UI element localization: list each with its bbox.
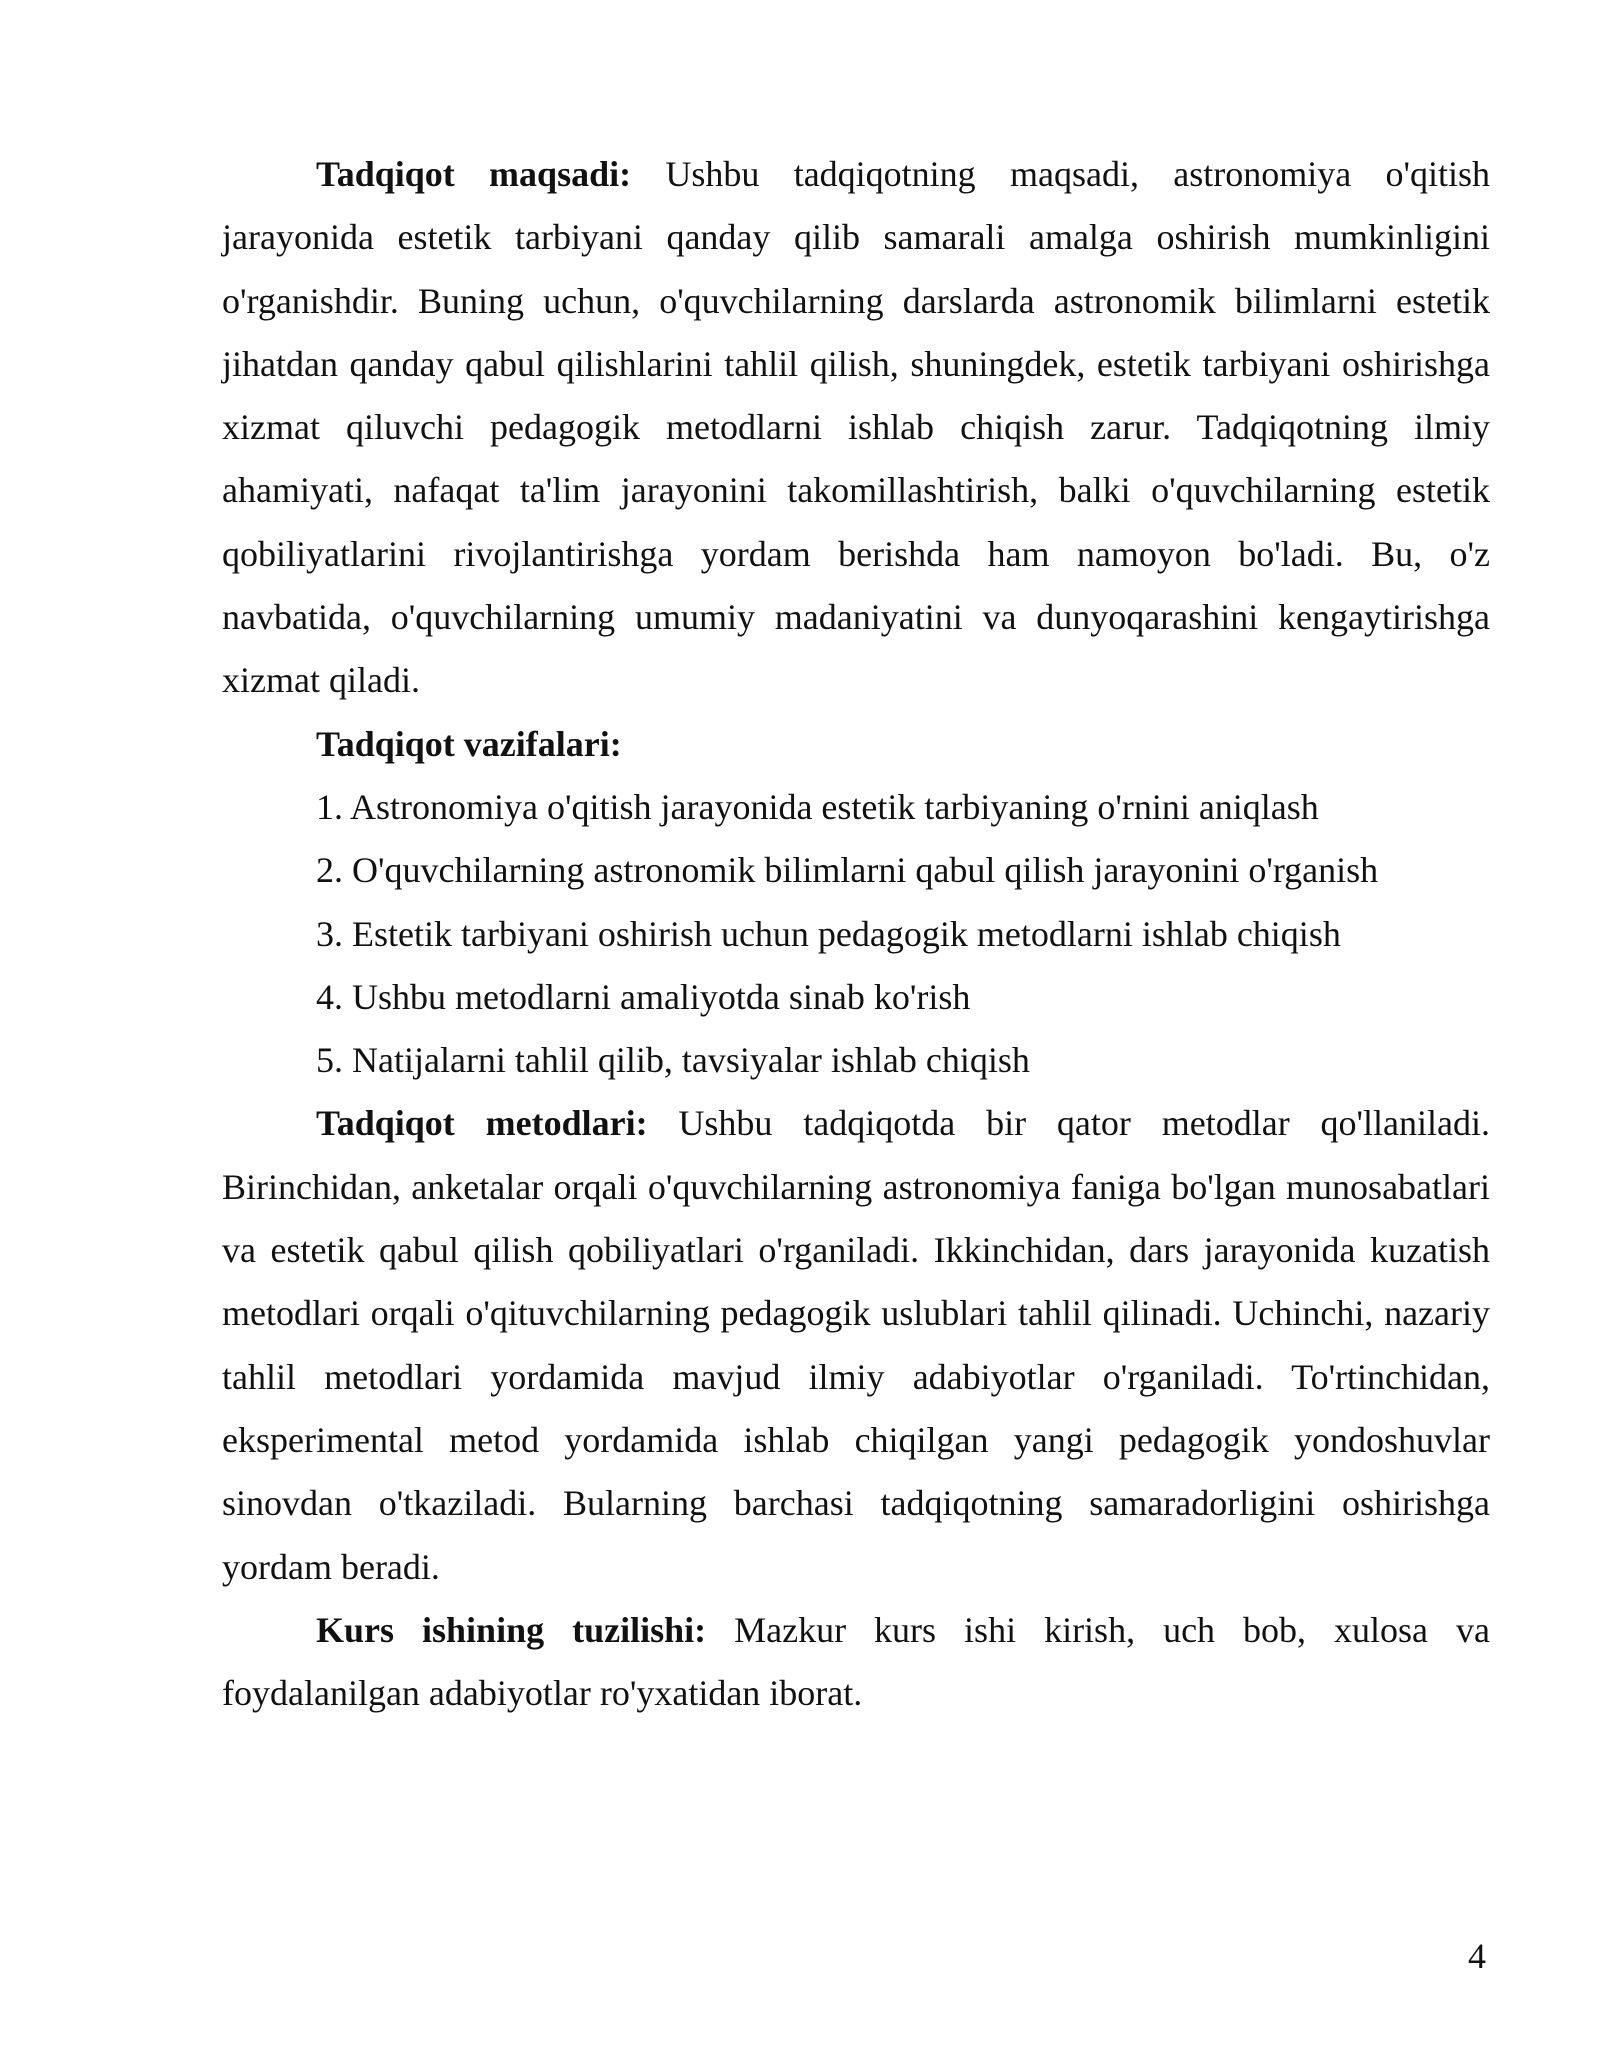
page-number: 4 <box>1468 1936 1486 1976</box>
paragraph-research-methods <box>222 1092 1490 1598</box>
research-goal-text: Ushbu tadqiqotning maqsadi, astronomiya o'qitish jarayonida estetik tarbiyani qanday qilib samarali amalga oshirish mumkinligini o'rganishdir. Buning uchun, o'quvchilarning darslarda astronomik bilimlarni estetik jihatdan qanday qabul qilishlarini tahlil qilish, shuningdek, estetik tarbiyani oshirishga xizmat qiluvchi pedagogik metodlarni ishlab chiqish zarur. Tadqiqotning ilmiy ahamiyati, nafaqat ta'lim jarayonini takomillashtirish, balki o'quvchilarning estetik qobiliyatlarini rivojlantirishga yordam berishda ham namoyon bo'ladi. Bu, o'z navbatida, o'quvchilarning umumiy madaniyatini va dunyoqarashini kengaytirishga xizmat qiladi. <box>222 154 1490 701</box>
list-item: 3. Estetik tarbiyani oshirish uchun pedagogik metodlarni ishlab chiqish <box>316 913 1341 954</box>
paragraph-research-goal <box>222 143 1490 713</box>
list-item: 4. Ushbu metodlarni amaliyotda sinab ko'rish <box>316 976 971 1017</box>
research-methods-text: Ushbu tadqiqotda bir qator metodlar qo'llaniladi. Birinchidan, anketalar orqali o'quvchilarning astronomiya faniga bo'lgan munosabatlari va estetik qabul qilish qobiliyatlari o'rganiladi. Ikkinchidan, dars jarayonida kuzatish metodlari orqali o'qituvchilarning pedagogik uslublari tahlil qilinadi. Uchinchi, nazariy tahlil metodlari yordamida mavjud ilmiy adabiyotlar o'rganiladi. To'rtinchidan, eksperimental metod yordamida ishlab chiqilgan yangi pedagogik yondoshuvlar sinovdan o'tkaziladi. Bularning barchasi tadqiqotning samaradorligini oshirishga yordam beradi. <box>222 1103 1490 1587</box>
research-goal-label: Tadqiqot maqsadi: <box>316 154 632 194</box>
course-structure-text: Mazkur kurs ishi kirish, uch bob, xulosa va foydalanilgan adabiyotlar ro'yxatidan iborat. <box>222 1609 1491 1714</box>
document-page <box>222 143 1490 1725</box>
research-tasks-label: Tadqiqot vazifalari: <box>316 723 622 764</box>
research-tasks-list <box>222 776 1490 1092</box>
course-structure-label: Kurs ishining tuzilishi: <box>316 1609 707 1650</box>
list-item: 1. Astronomiya o'qitish jarayonida estetik tarbiyaning o'rnini aniqlash <box>316 786 1319 827</box>
list-item: 5. Natijalarni tahlil qilib, tavsiyalar ishlab chiqish <box>316 1040 1030 1081</box>
research-tasks-heading <box>222 713 1490 776</box>
research-methods-label: Tadqiqot metodlari: <box>316 1103 648 1144</box>
list-item: 2. O'quvchilarning astronomik bilimlarni qabul qilish jarayonini o'rganish <box>316 850 1379 891</box>
paragraph-course-structure <box>222 1599 1490 1726</box>
